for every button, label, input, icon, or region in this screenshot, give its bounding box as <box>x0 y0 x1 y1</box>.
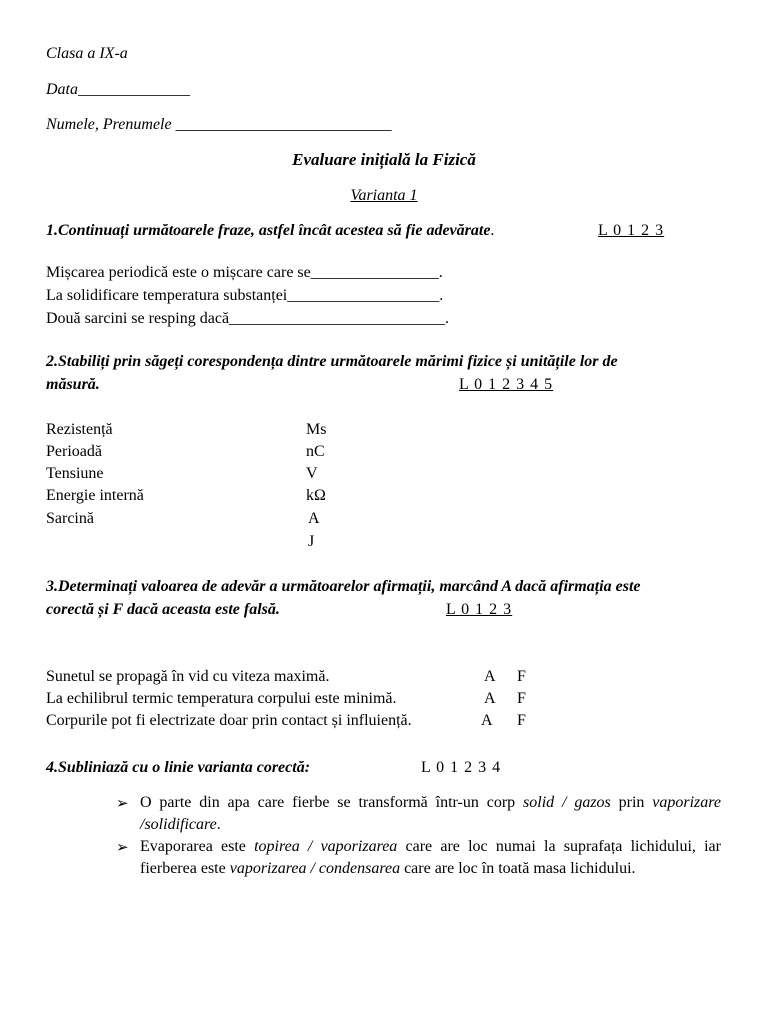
q1-line: La solidificare temperatura substanței___________________. <box>46 287 444 304</box>
statement-text: Sunetul se propagă în vid cu viteza maximă. <box>46 668 330 685</box>
q4-item-text: care are loc în toată masa lichidului. <box>400 860 636 877</box>
q4-option-state: solid / gazos <box>523 794 611 811</box>
q4-item-text: O parte din apa care fierbe se transformă într-un corp <box>140 794 524 811</box>
quantity-item: Perioadă <box>46 443 102 460</box>
false-option: F <box>517 712 526 729</box>
q2-heading-line2: măsură. <box>46 376 100 393</box>
quantity-item: Rezistență <box>46 421 113 438</box>
q4-item-text: Evaporarea este <box>140 838 255 855</box>
quantity-item: Sarcină <box>46 510 94 527</box>
false-option: F <box>517 668 526 685</box>
q3-heading-line2: corectă și F dacă aceasta este falsă. <box>46 601 280 618</box>
quantity-item: Tensiune <box>46 465 104 482</box>
page-title: Evaluare inițială la Fizică <box>292 150 476 169</box>
arrow-bullet-icon: ➢ <box>116 794 129 812</box>
statement-text: Corpurile pot fi electrizate doar prin contact și influiență. <box>46 712 412 729</box>
name-field: Numele, Prenumele ___________________________ <box>46 116 392 133</box>
q3-score: L 0 1 2 3 <box>446 601 513 618</box>
class-label: Clasa a IX-a <box>46 45 128 62</box>
unit-item: nC <box>306 443 325 460</box>
true-option: A <box>484 668 496 685</box>
unit-item: A <box>308 510 320 527</box>
q1-line: Două sarcini se resping dacă___________________________. <box>46 310 450 327</box>
q1-heading-text: 1.Continuați următoarele fraze, astfel încât acestea să fie adevărate <box>46 222 491 239</box>
q4-score: L 0 1 2 3 4 <box>421 759 502 776</box>
unit-item: kΩ <box>306 487 326 504</box>
q1-score: L 0 1 2 3 <box>598 222 665 239</box>
q3-heading-line1: 3.Determinați valoarea de adevăr a următoarelor afirmații, marcând A dacă afirmația este <box>46 578 641 595</box>
unit-item: V <box>306 465 318 482</box>
true-option: A <box>481 712 493 729</box>
q4-option-boiling: vaporizarea / condensarea <box>229 860 401 877</box>
q4-item-1 <box>140 792 721 836</box>
quantity-item: Energie internă <box>46 487 144 504</box>
q1-heading-end: . <box>490 222 495 239</box>
q2-score: L 0 1 2 3 4 5 <box>459 376 554 393</box>
false-option: F <box>517 690 526 707</box>
variant-label: Varianta 1 <box>350 187 418 204</box>
unit-item: Ms <box>306 421 327 438</box>
true-option: A <box>484 690 496 707</box>
q4-heading: 4.Subliniază cu o linie varianta corectă: <box>46 759 311 776</box>
q4-option-evaporation: topirea / vaporizarea <box>254 838 398 855</box>
statement-text: La echilibrul termic temperatura corpului este minimă. <box>46 690 397 707</box>
q4-item-text: care are loc numai la suprafața lichidului, iar fierberea este <box>140 838 721 877</box>
q4-item-2 <box>140 836 721 880</box>
unit-item: J <box>308 533 315 550</box>
q1-line: Mișcarea periodică este o mișcare care se________________. <box>46 264 443 281</box>
date-field: Data______________ <box>46 81 190 98</box>
q4-item-text: prin <box>610 794 653 811</box>
q4-option-process: vaporizare /solidificare <box>140 794 722 833</box>
q4-item-text: . <box>216 816 221 833</box>
q2-heading-line1: 2.Stabiliți prin săgeți corespondența dintre următoarele mărimi fizice și unitățile lor de <box>46 353 618 370</box>
arrow-bullet-icon: ➢ <box>116 838 129 856</box>
q1-heading <box>46 221 494 241</box>
